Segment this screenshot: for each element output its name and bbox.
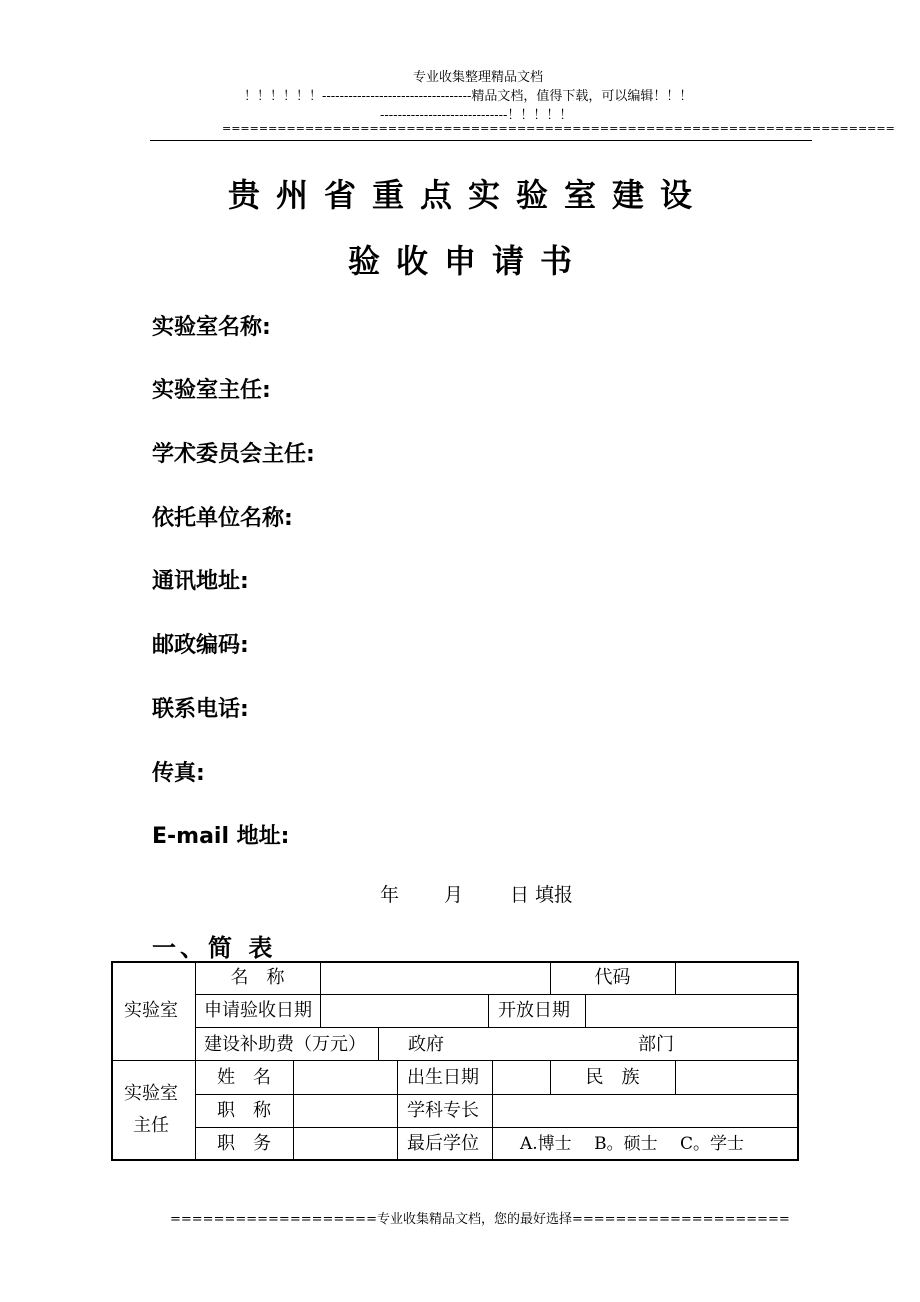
birth-date-label: 出生日期 <box>407 1067 479 1088</box>
table-col-divider <box>492 1060 493 1159</box>
table-col-divider <box>320 962 321 994</box>
person-name-label: 姓 名 <box>217 1067 271 1088</box>
table-row-divider <box>195 1027 798 1028</box>
subsidy-label: 建设补助费（万元） <box>204 1034 366 1055</box>
position-label: 职 务 <box>217 1133 271 1154</box>
ethnic-label: 民 族 <box>585 1067 640 1088</box>
table-col-divider <box>293 1060 294 1159</box>
table-row-divider <box>195 994 798 995</box>
table-row-divider <box>195 1094 798 1095</box>
specialty-label: 学科专长 <box>407 1100 479 1121</box>
field-phone: 联系电话: <box>152 697 249 722</box>
code-label: 代码 <box>594 967 631 988</box>
header-line-1: 专业收集整理精品文档 <box>413 70 544 85</box>
table-col-divider <box>320 994 321 1027</box>
table-row-divider <box>112 1060 798 1061</box>
footer-text: ===================专业收集精品文档，您的最好选择==================== <box>170 1212 790 1227</box>
header-rule <box>150 140 812 141</box>
table-col-divider <box>675 962 676 994</box>
lab-label: 实验室 <box>124 1000 178 1021</box>
table-col-divider <box>378 1027 379 1060</box>
open-date-label: 开放日期 <box>498 1000 570 1021</box>
fill-date-month: 月 <box>444 884 464 906</box>
professional-title-label: 职 称 <box>217 1100 271 1121</box>
table-col-divider <box>488 994 489 1027</box>
header-line-2: ！！！！！！----------------------------------精品文档，值得下载，可以编辑！！！ <box>244 89 693 104</box>
field-host-unit: 依托单位名称: <box>152 506 293 531</box>
name-label: 名 称 <box>230 967 285 988</box>
field-address: 通讯地址: <box>152 569 249 594</box>
table-col-divider <box>397 1060 398 1159</box>
table-col-divider <box>195 962 196 1159</box>
table-row-divider <box>195 1127 798 1128</box>
field-fax: 传真: <box>152 761 205 786</box>
apply-date-label: 申请验收日期 <box>204 1000 312 1021</box>
section-title: 一、简 表 <box>152 934 277 962</box>
fill-date-year: 年 <box>380 884 400 906</box>
field-committee-chair: 学术委员会主任: <box>152 442 315 467</box>
field-postcode: 邮政编码: <box>152 633 249 658</box>
table-col-divider <box>550 1060 551 1094</box>
table-col-divider <box>550 962 551 994</box>
document-title-line-2: 验收申请书 <box>347 242 588 280</box>
header-line-4: ========================================================================= <box>222 122 895 135</box>
table-col-divider <box>585 994 586 1027</box>
degree-label: 最后学位 <box>407 1133 479 1154</box>
gov-label: 政府 <box>408 1034 444 1055</box>
document-title-line-1: 贵州省重点实验室建设 <box>227 176 708 214</box>
director-label-line-1: 实验室 <box>124 1083 178 1104</box>
field-lab-director: 实验室主任: <box>152 378 271 403</box>
header-line-3: -----------------------------！！！！！ <box>380 108 573 123</box>
field-email: E-mail 地址: <box>152 824 290 849</box>
fill-date-day: 日 填报 <box>510 884 574 906</box>
dept-label: 部门 <box>638 1034 674 1055</box>
summary-table <box>111 961 799 1161</box>
director-label-line-2: 主任 <box>133 1115 169 1136</box>
degree-options: A.博士 B。硕士 C。学士 <box>520 1134 744 1154</box>
table-col-divider <box>675 1060 676 1094</box>
field-lab-name: 实验室名称: <box>152 315 271 340</box>
